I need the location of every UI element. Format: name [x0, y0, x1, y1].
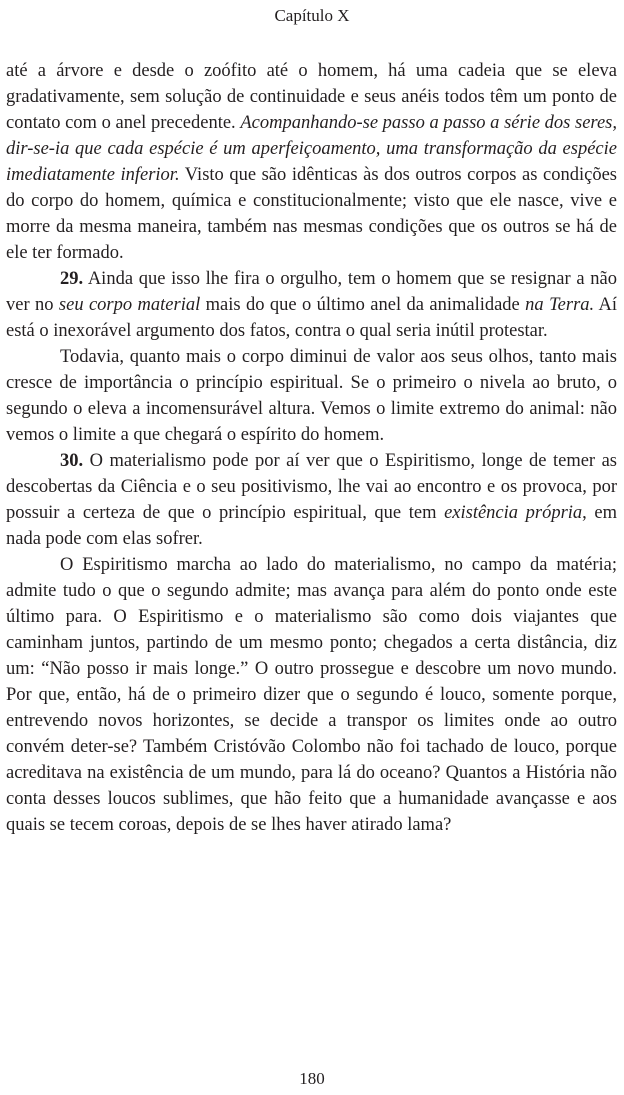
- paragraph-29-continued: [6, 344, 617, 448]
- text-run: Aí está o inexorável argumento dos fatos, contra o qual seria inútil protestar.: [6, 295, 618, 341]
- italic-text-run: seu corpo material: [58, 295, 201, 315]
- section-number: 30.: [60, 451, 84, 471]
- page-body: [6, 58, 617, 838]
- text-run: Todavia, quanto mais o corpo diminui de valor aos seus olhos, tanto mais cresce de importância o princípio espiritual. Se o primeiro o nivela ao bruto, o segundo o eleva a incomensurável altura. Vemos o limite extremo do animal: não vemos o limite a que chegará o espírito do homem.: [6, 347, 617, 445]
- italic-text-run: Acompanhando-se passo a passo a série dos seres, dir-se-ia que cada espécie é um aperfeiçoamento, uma transformação da espécie imediatamente inferior.: [6, 113, 617, 185]
- page-number: 180: [299, 1069, 325, 1088]
- paragraph-29: [6, 266, 617, 344]
- paragraph-30-continued: [6, 552, 617, 838]
- section-number: 29.: [60, 269, 84, 289]
- running-header: Capítulo X: [274, 6, 350, 25]
- text-run: Visto que são idênticas às dos outros corpos as condições do corpo do homem, química e constitucionalmente; visto que ele nasce, vive e morre da mesma maneira, também nas mesmas condições que os outros se há de ele ter formado.: [6, 165, 617, 263]
- paragraph-continuation: [6, 58, 617, 266]
- text-run: O materialismo pode por aí ver que o Espiritismo, longe de temer as descobertas da Ciência e o seu positivismo, lhe vai ao encontro e os provoca, por possuir a certeza de que o princípio espiritual, que tem: [6, 451, 617, 523]
- text-run: mais do que o último anel da animalidade: [200, 295, 526, 315]
- italic-text-run: na Terra.: [525, 295, 595, 315]
- text-run: Ainda que isso lhe fira o orgulho, tem o homem que se resignar a não ver no: [6, 269, 617, 315]
- paragraph-30: [6, 448, 617, 552]
- italic-text-run: existência própria: [444, 503, 583, 523]
- text-run: O Espiritismo marcha ao lado do materialismo, no campo da matéria; admite tudo o que o segundo admite; mas avança para além do ponto onde este último para. O Espiritismo e o materialismo são como dois viajantes que caminham juntos, partindo de um mesmo ponto; chegados a certa distância, diz um: “Não posso ir mais longe.” O outro prossegue e descobre um novo mundo. Por que, então, há de o primeiro dizer que o segundo é louco, somente porque, entrevendo novos horizontes, se decide a transpor os limites onde ao outro convém deter-se? Também Cristóvão Colombo não foi tachado de louco, porque acreditava na existência de um mundo, para lá do oceano? Quantos a História não conta desses loucos sublimes, que hão feito que a humanidade avançasse e aos quais se tecem coroas, depois de se lhes haver atirado lama?: [6, 555, 617, 835]
- text-run: até a árvore e desde o zoófito até o homem, há uma cadeia que se eleva gradativamente, sem solução de continuidade e seus anéis todos têm um ponto de contato com o anel precedente.: [6, 61, 617, 133]
- text-run: , em nada pode com elas sofrer.: [6, 503, 617, 549]
